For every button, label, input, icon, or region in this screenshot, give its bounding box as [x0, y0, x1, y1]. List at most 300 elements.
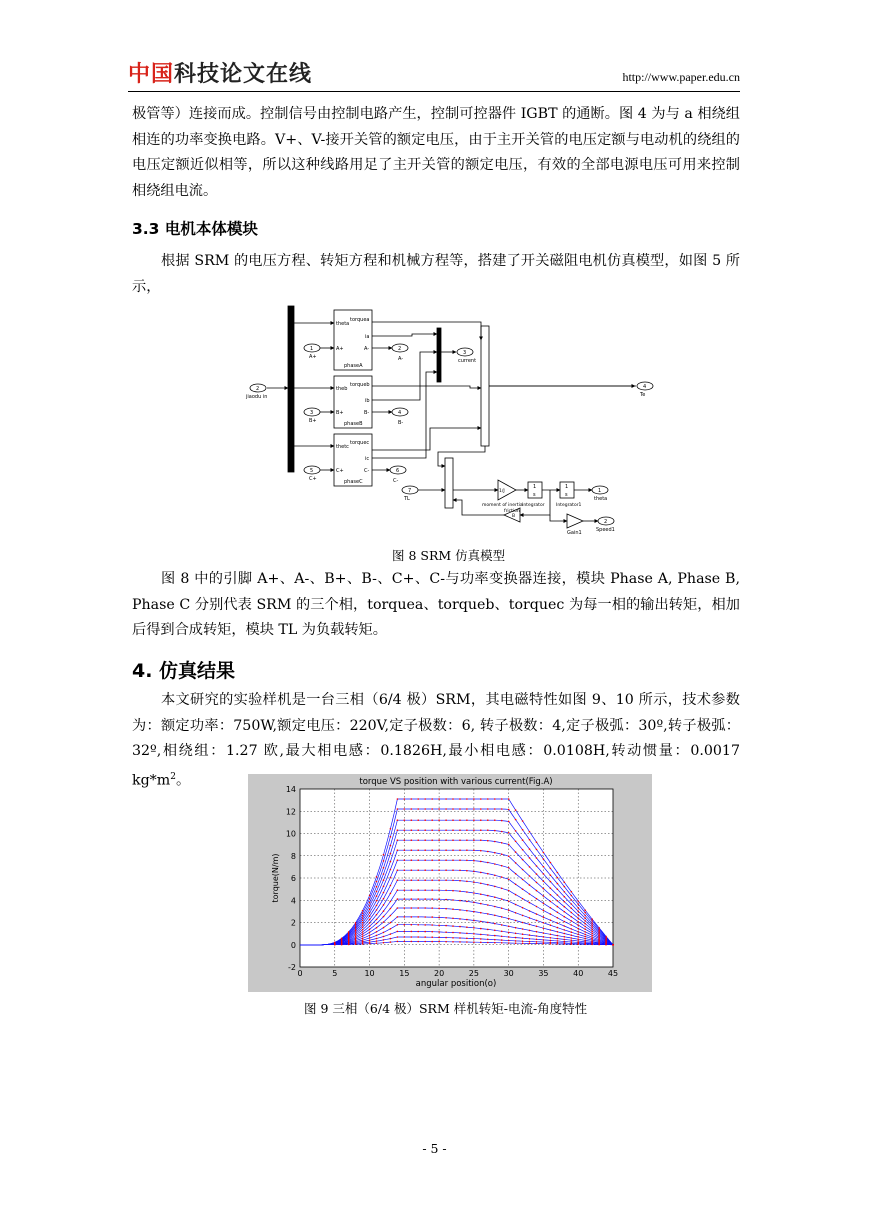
- series-point: [522, 933, 524, 935]
- series-point: [494, 841, 496, 843]
- series-point: [369, 898, 371, 900]
- series-point: [577, 910, 579, 912]
- series-point: [515, 940, 517, 942]
- series-point: [341, 944, 343, 946]
- series-point: [577, 900, 579, 902]
- series-point: [417, 849, 419, 851]
- series-point: [515, 920, 517, 922]
- series-point: [557, 940, 559, 942]
- series-point: [431, 898, 433, 900]
- series-point: [417, 859, 419, 861]
- series-point: [424, 907, 426, 909]
- series-point: [438, 941, 440, 943]
- series-point: [564, 896, 566, 898]
- series-point: [424, 924, 426, 926]
- series-point: [466, 798, 468, 800]
- series-point: [480, 928, 482, 930]
- series-point: [605, 944, 607, 946]
- series-point: [557, 943, 559, 945]
- series-point: [452, 839, 454, 841]
- series-point: [571, 943, 573, 945]
- series-point: [376, 914, 378, 916]
- series-point: [584, 938, 586, 940]
- fig8-tl-label: TL: [404, 496, 410, 502]
- series-point: [390, 845, 392, 847]
- series-point: [459, 918, 461, 920]
- series-point: [404, 924, 406, 926]
- series-point: [369, 935, 371, 937]
- figure-8-diagram: [240, 300, 647, 540]
- series-point: [404, 819, 406, 821]
- paragraph-2: 根据 SRM 的电压方程、转矩方程和机械方程等，搭建了开关磁阻电机仿真模型，如图 5 所示，: [132, 253, 740, 295]
- series-point: [438, 908, 440, 910]
- series-point: [522, 820, 524, 822]
- series-point: [529, 930, 531, 932]
- fig8-int-num: 1: [533, 484, 537, 490]
- figure-9-chart: [248, 774, 652, 992]
- series-point: [584, 917, 586, 919]
- series-point: [452, 859, 454, 861]
- series-point: [480, 839, 482, 841]
- series-point: [515, 933, 517, 935]
- fig8-jiaodu-label: jiaodu in: [246, 394, 268, 400]
- series-point: [459, 808, 461, 810]
- series-point: [411, 924, 413, 926]
- series-point: [591, 938, 593, 940]
- series-point: [369, 937, 371, 939]
- series-point: [431, 936, 433, 938]
- series-point: [564, 925, 566, 927]
- series-point: [411, 941, 413, 943]
- series-point: [376, 909, 378, 911]
- series-point: [397, 898, 399, 900]
- series-point: [487, 895, 489, 897]
- series-point: [536, 841, 538, 843]
- series-point: [543, 922, 545, 924]
- fig8-phasea-label: phaseA: [344, 363, 363, 369]
- series-point: [362, 927, 364, 929]
- series-point: [508, 890, 510, 892]
- fig8-in3: 3: [310, 410, 314, 416]
- series-point: [571, 931, 573, 933]
- fig8-current-label: current: [458, 358, 477, 364]
- series-point: [459, 926, 461, 928]
- series-point: [466, 829, 468, 831]
- series-point: [417, 931, 419, 933]
- series-point: [550, 894, 552, 896]
- series-point: [529, 938, 531, 940]
- series-point: [557, 877, 559, 879]
- fig8-ia: ia: [365, 334, 370, 340]
- series-point: [515, 830, 517, 832]
- series-point: [390, 933, 392, 935]
- series-point: [536, 857, 538, 859]
- series-point: [480, 798, 482, 800]
- series-point: [362, 917, 364, 919]
- series-point: [550, 929, 552, 931]
- series-point: [411, 798, 413, 800]
- series-point: [438, 829, 440, 831]
- series-point: [473, 871, 475, 873]
- series-point: [424, 941, 426, 943]
- fig8-in1: 1: [310, 346, 314, 352]
- series-point: [584, 920, 586, 922]
- series-point: [564, 881, 566, 883]
- series-point: [494, 863, 496, 865]
- series-point: [529, 848, 531, 850]
- series-point: [612, 944, 614, 946]
- series-point: [424, 889, 426, 891]
- series-point: [369, 922, 371, 924]
- series-point: [508, 867, 510, 869]
- series-point: [397, 936, 399, 938]
- series-point: [564, 929, 566, 931]
- series-point: [522, 943, 524, 945]
- fig8-phasec-cminus: C-: [364, 468, 370, 474]
- series-point: [536, 906, 538, 908]
- series-point: [473, 860, 475, 862]
- series-point: [404, 849, 406, 851]
- series-point: [417, 869, 419, 871]
- series-point: [397, 849, 399, 851]
- series-point: [577, 924, 579, 926]
- series-point: [355, 936, 357, 938]
- series-point: [452, 908, 454, 910]
- series-point: [411, 829, 413, 831]
- series-point: [362, 935, 364, 937]
- series-point: [369, 905, 371, 907]
- series-point: [564, 939, 566, 941]
- series-point: [445, 819, 447, 821]
- series-point: [438, 859, 440, 861]
- header-url[interactable]: http://www.paper.edu.cn: [622, 70, 740, 84]
- series-point: [543, 903, 545, 905]
- series-point: [522, 839, 524, 841]
- series-point: [473, 829, 475, 831]
- series-point: [404, 931, 406, 933]
- series-point: [480, 872, 482, 874]
- series-point: [334, 944, 336, 946]
- series-point: [473, 850, 475, 852]
- series-point: [376, 938, 378, 940]
- series-point: [501, 853, 503, 855]
- series-point: [543, 927, 545, 929]
- series-point: [584, 912, 586, 914]
- series-point: [522, 869, 524, 871]
- fig8-theta-out-label: theta: [594, 496, 608, 502]
- series-point: [536, 920, 538, 922]
- series-point: [431, 798, 433, 800]
- series-point: [543, 939, 545, 941]
- series-point: [557, 935, 559, 937]
- series-point: [522, 907, 524, 909]
- series-point: [515, 819, 517, 821]
- series-point: [431, 859, 433, 861]
- series-point: [369, 939, 371, 941]
- paragraph-3: 图 8 中的引脚 A+、A-、B+、B-、C+、C-与功率变换器连接，模块 Phase A, Phase B, Phase C 分别代表 SRM 的三个相，torquea、torqueb、torquec 为每一相的输出转矩，相加后得到合成转矩，模块 TL 为负载转矩。: [132, 571, 740, 639]
- fig8-b-plus-port: B+: [309, 418, 317, 424]
- series-point: [424, 898, 426, 900]
- series-point: [376, 940, 378, 942]
- series-point: [577, 940, 579, 942]
- series-point: [473, 933, 475, 935]
- series-point: [494, 939, 496, 941]
- series-point: [577, 943, 579, 945]
- series-point: [459, 900, 461, 902]
- series-point: [557, 872, 559, 874]
- y-tick-label: -2: [288, 963, 296, 972]
- series-point: [438, 898, 440, 900]
- series-point: [550, 887, 552, 889]
- series-point: [376, 931, 378, 933]
- series-point: [515, 927, 517, 929]
- fig8-phasea-aminus: A-: [364, 346, 370, 352]
- series-point: [383, 910, 385, 912]
- series-point: [515, 904, 517, 906]
- series-point: [459, 839, 461, 841]
- series-point: [473, 938, 475, 940]
- fig8-in5: 5: [310, 468, 314, 474]
- series-point: [376, 905, 378, 907]
- series-point: [466, 891, 468, 893]
- figure-8-caption: 图 8 SRM 仿真模型: [392, 548, 506, 563]
- series-point: [557, 931, 559, 933]
- series-point: [355, 938, 357, 940]
- x-tick-label: 35: [538, 969, 549, 978]
- series-point: [362, 912, 364, 914]
- series-point: [494, 798, 496, 800]
- series-point: [404, 869, 406, 871]
- series-point: [445, 908, 447, 910]
- series-point: [438, 869, 440, 871]
- series-point: [529, 917, 531, 919]
- series-point: [487, 829, 489, 831]
- fig8-a-minus-port: A-: [398, 356, 404, 362]
- series-point: [362, 931, 364, 933]
- series-point: [494, 808, 496, 810]
- series-point: [404, 839, 406, 841]
- series-point: [404, 898, 406, 900]
- series-point: [584, 944, 586, 946]
- series-point: [355, 934, 357, 936]
- series-point: [404, 798, 406, 800]
- series-point: [445, 839, 447, 841]
- series-point: [487, 798, 489, 800]
- series-point: [397, 839, 399, 841]
- series-point: [369, 902, 371, 904]
- series-point: [564, 941, 566, 943]
- series-point: [480, 829, 482, 831]
- series-point: [543, 880, 545, 882]
- series-point: [431, 941, 433, 943]
- series-point: [431, 849, 433, 851]
- series-point: [522, 898, 524, 900]
- series-point: [452, 849, 454, 851]
- series-point: [459, 819, 461, 821]
- series-point: [564, 933, 566, 935]
- series-point: [480, 912, 482, 914]
- series-point: [466, 808, 468, 810]
- site-logo: [128, 62, 312, 88]
- series-point: [417, 936, 419, 938]
- fig8-gain-b: B: [512, 514, 516, 519]
- fig8-out2: 2: [398, 346, 402, 352]
- series-point: [550, 874, 552, 876]
- fig8-out4: 4: [398, 410, 402, 416]
- series-point: [501, 842, 503, 844]
- series-point: [529, 866, 531, 868]
- series-point: [369, 926, 371, 928]
- series-point: [390, 828, 392, 830]
- series-point: [591, 924, 593, 926]
- series-point: [515, 884, 517, 886]
- series-point: [445, 859, 447, 861]
- chart-title: torque VS position with various current(Fig.A): [359, 777, 553, 787]
- y-tick-label: 12: [285, 807, 296, 817]
- series-point: [404, 859, 406, 861]
- series-point: [452, 829, 454, 831]
- series-point: [390, 938, 392, 940]
- series-point: [445, 890, 447, 892]
- series-point: [508, 879, 510, 881]
- series-point: [577, 903, 579, 905]
- series-point: [417, 819, 419, 821]
- series-point: [417, 879, 419, 881]
- series-point: [411, 879, 413, 881]
- series-point: [376, 895, 378, 897]
- series-point: [591, 918, 593, 920]
- paragraph-4-text: 本文研究的实验样机是一台三相（6/4 极）SRM，其电磁特性如图 9、10 所示，技术参数为：额定功率：750W,额定电压：220V,定子极数：6, 转子极数：4,定子极弧：30º,转子极弧：32º,相绕组：1.27 欧,最大相电感：0.1826H,最小相电感：0.0108H,转动惯量：0.0017 kg*m: [132, 692, 740, 789]
- series-point: [577, 921, 579, 923]
- series-point: [571, 891, 573, 893]
- series-point: [536, 939, 538, 941]
- series-point: [473, 920, 475, 922]
- series-point: [494, 875, 496, 877]
- series-point: [383, 879, 385, 881]
- series-point: [397, 829, 399, 831]
- series-point: [536, 865, 538, 867]
- series-point: [591, 928, 593, 930]
- series-point: [480, 921, 482, 923]
- series-point: [543, 941, 545, 943]
- series-point: [369, 915, 371, 917]
- series-point: [445, 917, 447, 919]
- series-point: [362, 943, 364, 945]
- series-point: [383, 873, 385, 875]
- series-point: [473, 798, 475, 800]
- series-point: [564, 936, 566, 938]
- series-point: [452, 899, 454, 901]
- series-point: [362, 929, 364, 931]
- series-point: [376, 927, 378, 929]
- series-point: [417, 941, 419, 943]
- section-heading-4: 4. 仿真结果: [132, 660, 236, 682]
- fig8-moi-label: moment of inertia: [482, 503, 523, 508]
- series-point: [480, 942, 482, 944]
- series-point: [536, 913, 538, 915]
- series-point: [557, 927, 559, 929]
- series-point: [383, 904, 385, 906]
- fig8-gain-k: 1/J: [499, 489, 505, 494]
- series-point: [550, 862, 552, 864]
- series-point: [452, 918, 454, 920]
- series-point: [438, 889, 440, 891]
- series-point: [466, 881, 468, 883]
- series-point: [411, 931, 413, 933]
- series-point: [550, 868, 552, 870]
- series-point: [571, 920, 573, 922]
- series-point: [536, 943, 538, 945]
- series-point: [487, 873, 489, 875]
- x-tick-label: 40: [573, 969, 584, 978]
- series-point: [369, 912, 371, 914]
- fig8-int1-num: 1: [565, 484, 569, 490]
- paragraph-4-superscript: 2: [170, 771, 176, 782]
- series-point: [417, 898, 419, 900]
- series-point: [466, 901, 468, 903]
- series-point: [459, 859, 461, 861]
- x-tick-label: 30: [503, 969, 514, 978]
- series-point: [571, 928, 573, 930]
- fig8-integrator1-label: Integrator1: [556, 503, 582, 508]
- series-point: [487, 862, 489, 864]
- fig8-b-minus-port: B-: [398, 420, 404, 426]
- series-point: [571, 895, 573, 897]
- series-point: [543, 932, 545, 934]
- series-point: [564, 921, 566, 923]
- series-point: [404, 879, 406, 881]
- series-point: [515, 809, 517, 811]
- series-point: [529, 875, 531, 877]
- series-point: [591, 934, 593, 936]
- series-point: [473, 911, 475, 913]
- series-point: [529, 902, 531, 904]
- series-point: [501, 876, 503, 878]
- series-point: [494, 896, 496, 898]
- series-point: [466, 819, 468, 821]
- series-point: [411, 859, 413, 861]
- series-point: [417, 829, 419, 831]
- series-point: [445, 931, 447, 933]
- series-point: [390, 901, 392, 903]
- fig8-jiaodu-num: 2: [256, 386, 260, 392]
- series-point: [404, 829, 406, 831]
- series-point: [515, 841, 517, 843]
- series-point: [501, 798, 503, 800]
- series-point: [355, 931, 357, 933]
- logo-black-text: 科技论文在线: [174, 62, 313, 87]
- series-point: [487, 929, 489, 931]
- series-point: [431, 819, 433, 821]
- fig8-phaseb-bplus: B+: [336, 410, 344, 416]
- series-point: [487, 840, 489, 842]
- figure-9-caption: 图 9 三相（6/4 极）SRM 样机转矩-电流-角度特性: [304, 1001, 588, 1016]
- series-point: [557, 922, 559, 924]
- series-point: [508, 821, 510, 823]
- series-point: [577, 914, 579, 916]
- series-point: [431, 808, 433, 810]
- series-point: [550, 934, 552, 936]
- series-point: [431, 879, 433, 881]
- series-point: [494, 906, 496, 908]
- series-point: [390, 928, 392, 930]
- section-heading-3-3: 3.3 电机本体模块: [132, 220, 258, 238]
- series-point: [501, 924, 503, 926]
- series-point: [501, 942, 503, 944]
- series-point: [494, 819, 496, 821]
- series-point: [438, 798, 440, 800]
- series-point: [369, 919, 371, 921]
